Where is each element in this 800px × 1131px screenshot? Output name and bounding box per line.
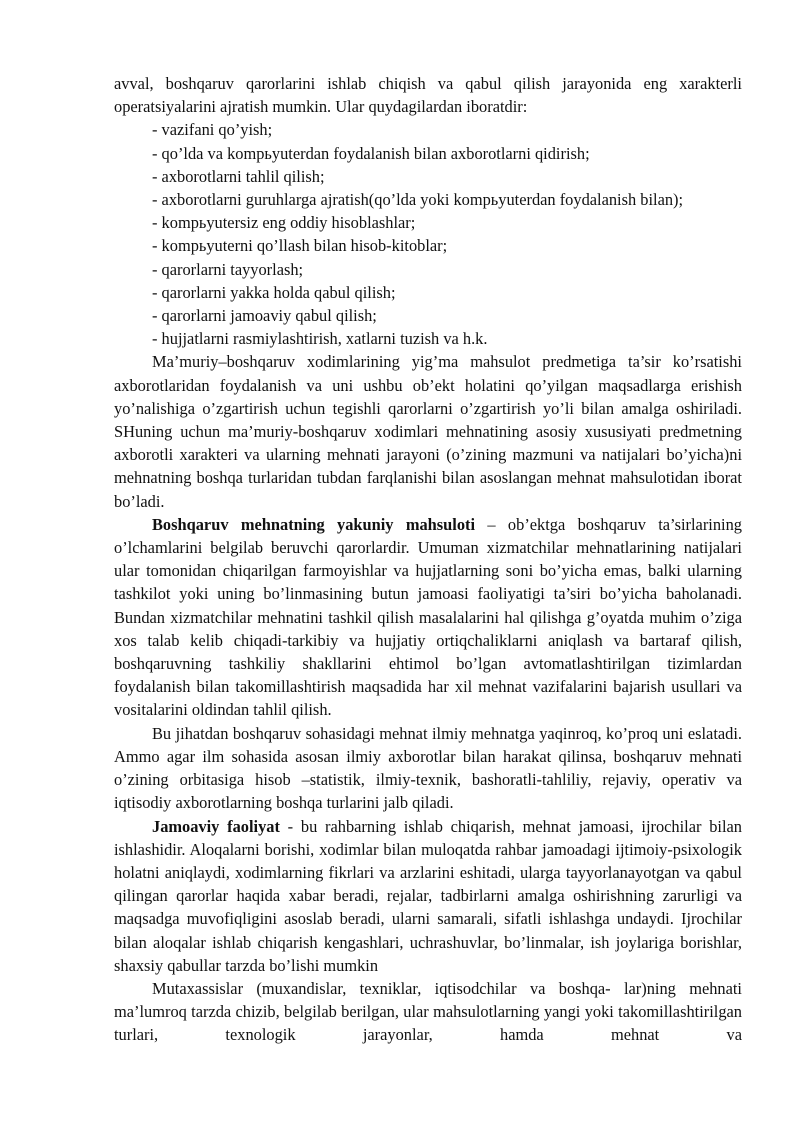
list-item: - kompьyuterni qo’llash bilan hisob-kitoblar; bbox=[152, 236, 448, 256]
list-item: - qarorlarni jamoaviy qabul qilish; bbox=[152, 306, 377, 326]
list-item: - axborotlarni tahlil qilish; bbox=[152, 166, 325, 186]
list-item: - axborotlarni guruhlarga ajratish(qo’lda yoki kompьyuterdan foydalanish bilan); bbox=[152, 190, 684, 210]
list-item: - hujjatlarni rasmiylashtirish, xatlarni tuzish va h.k. bbox=[152, 329, 488, 349]
list-item: - qarorlarni tayyorlash; bbox=[152, 259, 304, 279]
paragraph-1: Ma’muriy–boshqaruv xodimlarining yig’ma mahsulot predmetiga ta’sir ko’rsatishi axborotlaridan foydalanish va uni ushbu ob’ekt holatini qo’yilgan maqsadlarga erishish yo’nalishiga o’zgartirish uchun tegishli qarorlarni o’zgartirish yo’li bilan amalga oshiriladi. SHuning uchun ma’muriy-boshqaruv xodimlari mehnatining asosiy xususiyati predmetning axborotli xarakteri va ularning mehnati jarayoni (o’zining mazmuni va natijalari bo’yicha)ni mehnatning boshqa turlaridan tubdan farqlanishi bilan asoslangan mehnat mahsulotidan iborat bo’ladi. bbox=[114, 352, 742, 511]
list-item: - kompьyutersiz eng oddiy hisoblashlar; bbox=[152, 213, 416, 233]
paragraph-4 bbox=[114, 815, 742, 977]
paragraph-4-term: Jamoaviy faoliyat bbox=[152, 816, 280, 836]
paragraph-4-text: - bu rahbarning ishlab chiqarish, mehnat jamoasi, ijrochilar bilan ishlashidir. Aloqalarni borishi, xodimlar bilan muloqatda rahbar jamoadagi ijtimoiy-psixologik holatni aniqlaydi, xodimlarning fikrlari va arzlarini eshitadi, ularga tayyorlanayotgan va qabul qilingan qarorlar haqida xabar beradi, rejalar, tadbirlarni amalga oshirishning zarurligi va maqsadga muvofiqligini asoslab beradi, ularni samarali, sifatli ishlashga undaydi. Ijrochilar bilan aloqalar ishlab chiqarish kengashlari, uchrashuvlar, bo’linmalar, ish joylariga borishlar, shaxsiy qabullar tarzda bo’lishi mumkin bbox=[114, 816, 742, 975]
paragraph-2-text: – ob’ektga boshqaruv ta’sirlarining o’lchamlarini belgilab beruvchi qarorlardir. Umuman xizmatchilar mehnatlarining natijalari ular tomonidan chiqarilgan farmoyishlar va hujjatlarning soni bo’yicha emas, balki ularning tashkilot yoki uning bo’linmasining butun jamoasi faoliyatigi ta’siri bo’yicha baholanadi. Bundan xizmatchilar mehnatini tashkil qilish masalalarini hal qilishga g’oyatda muhim o’ziga xos talab kelib chiqadi-tarkibiy va hujjatiy ortiqchaliklarni aniqlash va bartaraf qilish, boshqaruvning tashkiliy shakllarini ehtimol bo’lgan avtomatlashtirilgan tizimlardan foydalanish bilan takomillashtirish maqsadida har xil mehnat vazifalarini bajarish usullari va vositalarini oldindan tahlil qilish. bbox=[114, 514, 742, 720]
list-item: - qarorlarni yakka holda qabul qilish; bbox=[152, 282, 396, 302]
list-item: - vazifani qo’yish; bbox=[152, 120, 273, 140]
paragraph-2-term: Boshqaruv mehnatning yakuniy mahsuloti bbox=[152, 514, 476, 534]
paragraph-5: Mutaxassislar (muxandislar, texniklar, iqtisodchilar va boshqa- lar)ning mehnati ma’lumroq tarzda chizib, belgilab berilgan, ular mahsulotlarning yangi yoki takomillashtirilgan turlari, texnologik jarayonlar, hamda mehnat va bbox=[114, 978, 742, 1045]
intro-paragraph: avval, boshqaruv qarorlarini ishlab chiqish va qabul qilish jarayonida eng xarakterli operatsiyalarini ajratish mumkin. Ular quydagilardan iboratdir: bbox=[114, 74, 742, 117]
document-page bbox=[114, 72, 742, 1047]
paragraph-2 bbox=[114, 513, 742, 722]
paragraph-3: Bu jihatdan boshqaruv sohasidagi mehnat ilmiy mehnatga yaqinroq, ko’proq uni eslatadi. Ammo agar ilm sohasida asosan ilmiy axborotlar bilan harakat qilinsa, boshqaruv mehnati o’zining orbitasiga hisob –statistik, ilmiy-texnik, bashoratli-tahliliy, rejaviy, operativ va iqtisodiy axborotlarning boshqa turlarini jalb qiladi. bbox=[114, 723, 742, 813]
list-item: - qo’lda va kompьyuterdan foydalanish bilan axborotlarni qidirish; bbox=[152, 143, 590, 163]
